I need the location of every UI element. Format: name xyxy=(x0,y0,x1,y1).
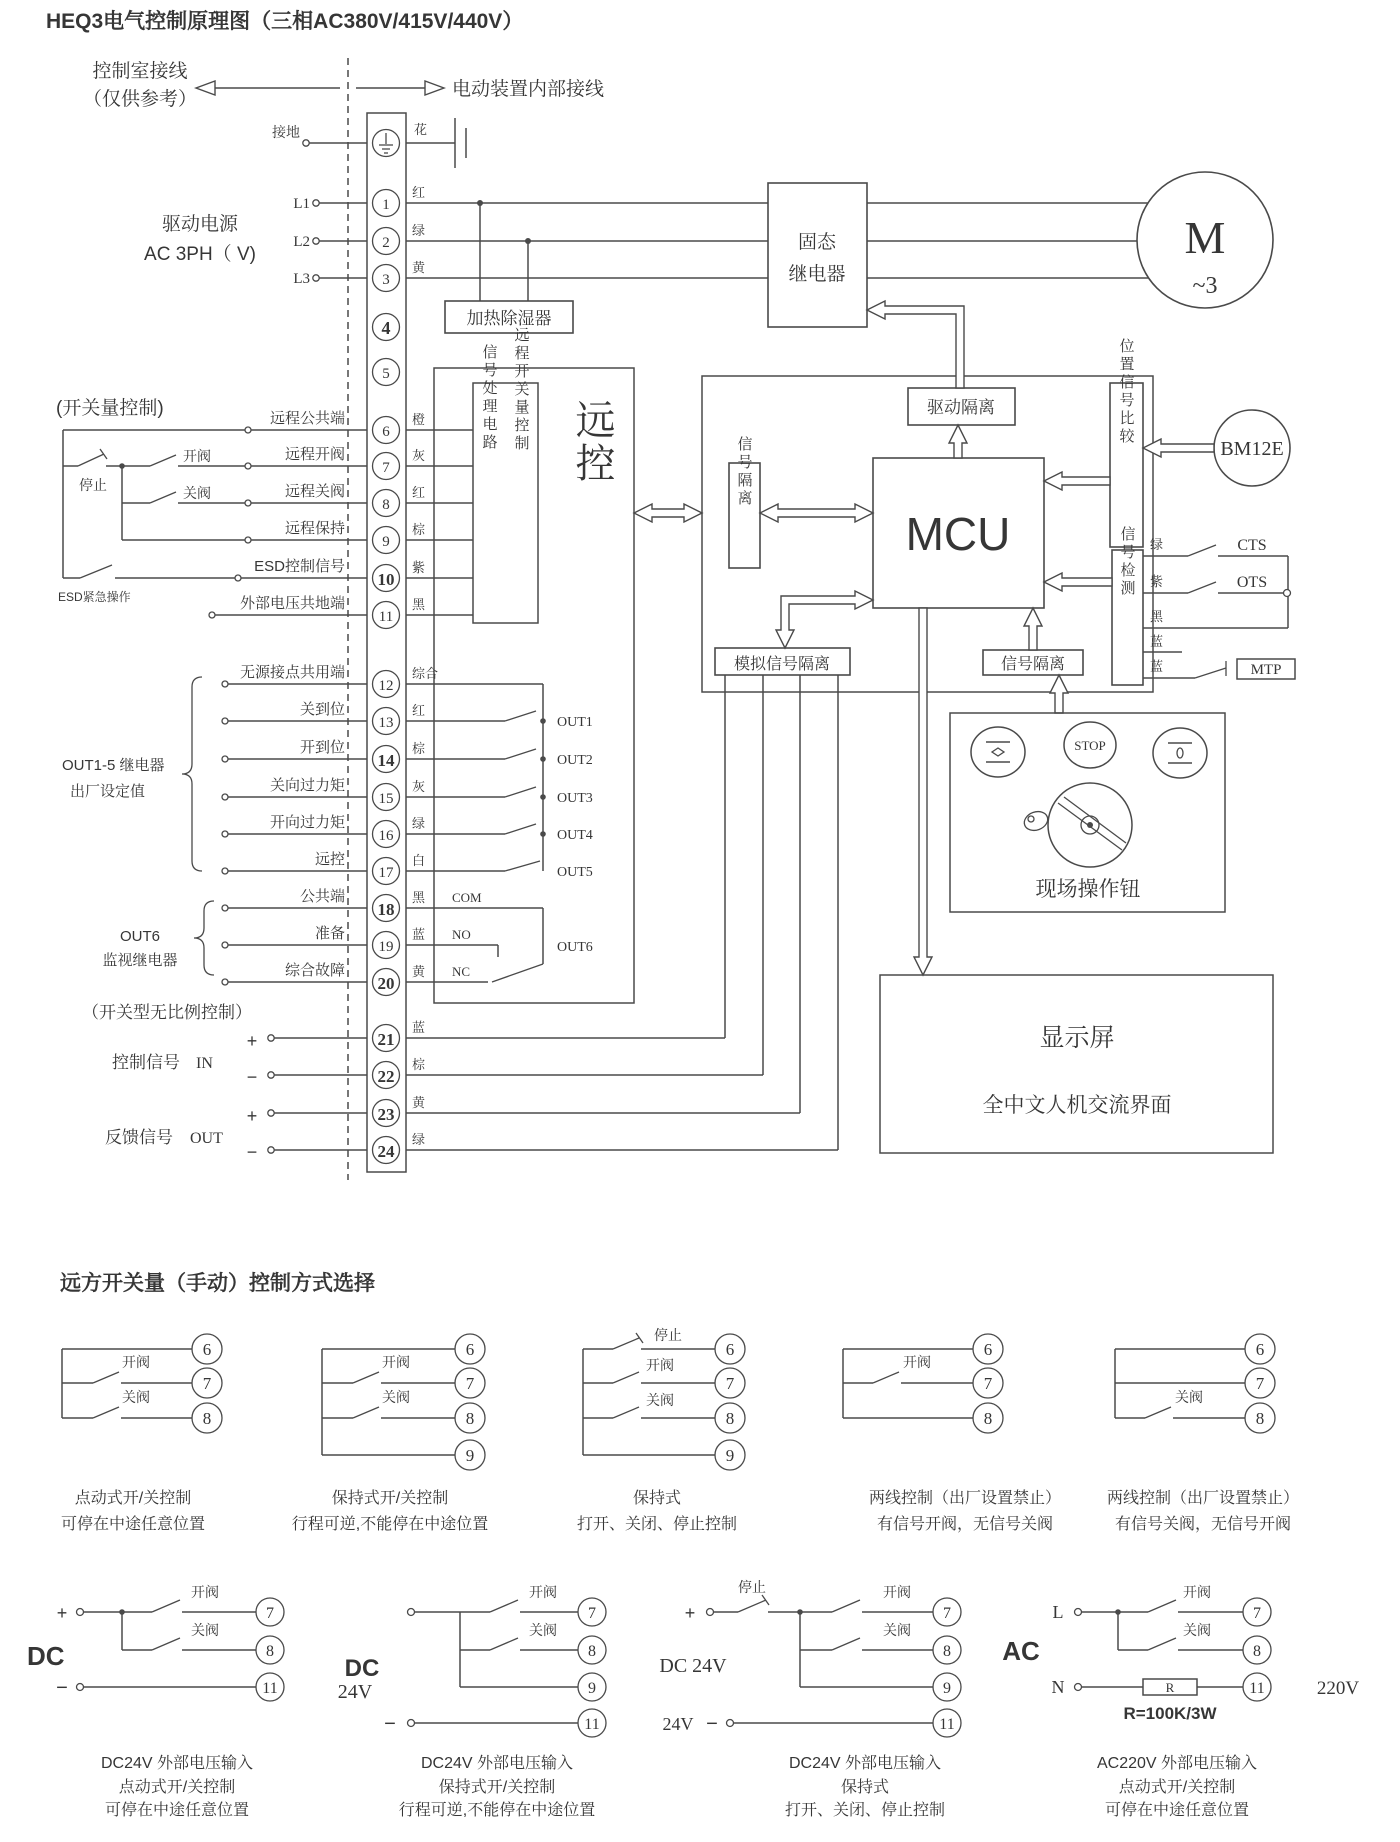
in-minus: − xyxy=(246,1067,258,1087)
svg-text:7: 7 xyxy=(1255,1374,1265,1393)
svg-text:6: 6 xyxy=(382,424,390,440)
svg-text:220V: 220V xyxy=(1316,1678,1360,1699)
sel-circuit-9 xyxy=(1002,1584,1359,1819)
pos-cmp-label: 位置信号比较 xyxy=(1117,338,1135,446)
ground-label: 接地 xyxy=(272,124,300,140)
stop-switch-label: 停止 xyxy=(79,477,107,493)
svg-text:关阀: 关阀 xyxy=(883,1622,911,1638)
svg-text:6: 6 xyxy=(1255,1340,1265,1359)
ctrl-signal-label: 控制信号 xyxy=(112,1053,180,1072)
remote-switch-ctl-label: 远程开关量控制 xyxy=(512,327,530,453)
svg-text:8: 8 xyxy=(725,1409,735,1428)
svg-text:STOP: STOP xyxy=(1074,738,1106,753)
svg-text:蓝: 蓝 xyxy=(1150,659,1164,674)
close-button-icon xyxy=(1153,728,1207,778)
drive-iso-label: 驱动隔离 xyxy=(927,398,995,417)
l1-label: L1 xyxy=(293,196,310,212)
svg-text:OUT6: OUT6 xyxy=(557,940,593,955)
svg-text:有信号开阀，无信号关阀: 有信号开阀，无信号关阀 xyxy=(876,1516,1054,1533)
svg-text:开阀: 开阀 xyxy=(883,1584,911,1600)
svg-text:12: 12 xyxy=(378,678,394,694)
svg-text:7: 7 xyxy=(202,1374,212,1393)
svg-text:黑: 黑 xyxy=(412,597,426,612)
page-title: HEQ3电气控制原理图（三相AC380V/415V/440V） xyxy=(46,10,524,33)
limit-switch-wires xyxy=(1143,545,1295,679)
svg-text:3: 3 xyxy=(382,272,390,288)
svg-text:开到位: 开到位 xyxy=(299,739,345,756)
ctrl-in-label: IN xyxy=(196,1055,213,1072)
svg-text:行程可逆,不能停在中途位置: 行程可逆,不能停在中途位置 xyxy=(291,1516,489,1533)
sigiso-mcu-arrow-icon xyxy=(760,504,873,522)
svg-text:6: 6 xyxy=(983,1340,993,1359)
svg-text:开阀: 开阀 xyxy=(903,1354,931,1370)
svg-text:绿: 绿 xyxy=(412,223,426,238)
svg-text:可停在中途任意位置: 可停在中途任意位置 xyxy=(1104,1802,1250,1819)
svg-text:远程关阀: 远程关阀 xyxy=(284,483,345,500)
svg-text:DC24V 外部电压输入: DC24V 外部电压输入 xyxy=(788,1755,942,1772)
svg-text:ESD控制信号: ESD控制信号 xyxy=(254,558,345,575)
svg-text:L: L xyxy=(1052,1602,1064,1622)
svg-text:白: 白 xyxy=(412,853,426,868)
svg-text:+: + xyxy=(56,1603,68,1623)
svg-text:AC220V 外部电压输入: AC220V 外部电压输入 xyxy=(1096,1755,1258,1772)
out-labels xyxy=(557,715,593,955)
legend-left-arrow-icon xyxy=(196,81,215,95)
svg-text:DC: DC xyxy=(27,1641,65,1671)
out15-label-2: 出厂设定值 xyxy=(70,783,146,800)
svg-text:蓝: 蓝 xyxy=(412,927,426,942)
relay-output-wires xyxy=(222,681,367,985)
sel-circuit-5 xyxy=(1107,1334,1299,1533)
svg-text:2: 2 xyxy=(382,235,390,251)
svg-text:棕: 棕 xyxy=(412,741,426,756)
out-minus: − xyxy=(246,1142,258,1162)
svg-text:关阀: 关阀 xyxy=(1183,1622,1211,1638)
svg-text:棕: 棕 xyxy=(412,522,426,537)
svg-text:开阀: 开阀 xyxy=(646,1357,674,1373)
svg-text:AC: AC xyxy=(1002,1636,1040,1666)
fb-signal-label: 反馈信号 xyxy=(105,1128,173,1147)
l2-label: L2 xyxy=(293,234,310,250)
poscmp-mcu-arrow-icon xyxy=(1044,472,1110,490)
signal-processing-label: 信号处理电路 xyxy=(480,344,498,452)
svg-text:16: 16 xyxy=(378,828,394,844)
svg-text:22: 22 xyxy=(377,1067,395,1086)
key-icon xyxy=(1022,808,1051,833)
svg-text:关到位: 关到位 xyxy=(299,701,345,718)
heater-label: 加热除湿器 xyxy=(466,309,552,328)
bm12e-label: BM12E xyxy=(1220,438,1284,460)
svg-text:黄: 黄 xyxy=(412,260,426,275)
svg-text:开阀: 开阀 xyxy=(191,1584,219,1600)
svg-text:开向过力矩: 开向过力矩 xyxy=(269,814,345,831)
sel-circuit-8 xyxy=(659,1579,961,1819)
svg-text:关阀: 关阀 xyxy=(191,1622,219,1638)
svg-text:1: 1 xyxy=(382,197,390,213)
svg-text:点动式开/关控制: 点动式开/关控制 xyxy=(118,1779,236,1796)
selector-knob xyxy=(1048,783,1132,867)
svg-text:4: 4 xyxy=(381,318,391,338)
svg-text:停止: 停止 xyxy=(654,1327,682,1343)
svg-text:开阀: 开阀 xyxy=(529,1584,557,1600)
sig-det-label: 信号检测 xyxy=(1118,526,1136,598)
svg-text:绿: 绿 xyxy=(412,816,426,831)
open-button-icon xyxy=(971,727,1025,777)
svg-text:DC 24V: DC 24V xyxy=(659,1655,727,1677)
limit-wire-colors xyxy=(1150,537,1164,674)
ssr-label-2: 继电器 xyxy=(788,264,846,285)
svg-text:7: 7 xyxy=(943,1605,951,1622)
legend-room-1: 控制室接线 xyxy=(92,61,188,82)
out15-brace xyxy=(182,677,202,871)
svg-text:紫: 紫 xyxy=(1150,574,1164,589)
prop-control-label: （开关型无比例控制） xyxy=(82,1003,252,1022)
close-switch-label: 关阀 xyxy=(183,485,211,501)
svg-text:R: R xyxy=(1165,1680,1175,1695)
sel-circuit-4 xyxy=(843,1334,1061,1533)
svg-text:14: 14 xyxy=(377,751,395,770)
out15-label-1: OUT1-5 继电器 xyxy=(62,757,165,774)
svg-text:8: 8 xyxy=(1253,1643,1261,1660)
svg-text:−: − xyxy=(706,1713,718,1735)
out6-brace xyxy=(194,901,214,975)
motor-phase: ~3 xyxy=(1192,273,1218,299)
svg-text:6: 6 xyxy=(725,1340,735,1359)
svg-text:7: 7 xyxy=(588,1605,596,1622)
selection-heading: 远方开关量（手动）控制方式选择 xyxy=(60,1272,375,1295)
drive-power-label-2: AC 3PH（ V) xyxy=(144,244,256,265)
esd-switch-label: ESD紧急操作 xyxy=(58,590,131,604)
svg-text:橙: 橙 xyxy=(412,412,426,427)
driveiso-ssr-arrow-icon xyxy=(867,301,964,388)
wire-color-labels xyxy=(412,122,482,1147)
svg-text:6: 6 xyxy=(202,1340,212,1359)
svg-text:8: 8 xyxy=(382,497,390,513)
svg-text:8: 8 xyxy=(202,1409,212,1428)
svg-text:9: 9 xyxy=(725,1446,735,1465)
svg-text:保持式开/关控制: 保持式开/关控制 xyxy=(438,1779,556,1796)
sel-circuit-7 xyxy=(338,1584,606,1819)
analog-wires xyxy=(268,675,838,1153)
svg-text:24V: 24V xyxy=(337,1681,373,1703)
sel-circuit-2 xyxy=(292,1334,488,1533)
svg-text:关阀: 关阀 xyxy=(382,1389,410,1405)
svg-text:蓝: 蓝 xyxy=(1150,634,1164,649)
svg-text:DC24V 外部电压输入: DC24V 外部电压输入 xyxy=(100,1755,254,1772)
svg-text:9: 9 xyxy=(588,1680,596,1697)
svg-text:花: 花 xyxy=(414,122,428,137)
sigisoh-mcu-arrow-icon xyxy=(1024,608,1042,650)
fb-out-label: OUT xyxy=(190,1130,223,1147)
svg-text:13: 13 xyxy=(378,715,394,731)
svg-text:8: 8 xyxy=(465,1409,475,1428)
sigdet-mcu-arrow-icon xyxy=(1044,573,1112,591)
ssr-box xyxy=(768,183,867,327)
svg-text:红: 红 xyxy=(412,703,426,718)
svg-text:有信号关阀，无信号开阀: 有信号关阀，无信号开阀 xyxy=(1114,1516,1292,1533)
svg-text:关阀: 关阀 xyxy=(646,1392,674,1408)
svg-text:9: 9 xyxy=(382,534,390,550)
svg-text:点动式开/关控制: 点动式开/关控制 xyxy=(74,1490,192,1507)
mtp-label: MTP xyxy=(1250,662,1282,678)
svg-text:两线控制（出厂设置禁止）: 两线控制（出厂设置禁止） xyxy=(1106,1490,1300,1507)
local-panel-label: 现场操作钮 xyxy=(1035,878,1141,901)
svg-text:红: 红 xyxy=(412,185,426,200)
out6-label-2: 监视继电器 xyxy=(102,952,178,969)
svg-text:停止: 停止 xyxy=(738,1579,766,1595)
svg-text:打开、关闭、停止控制: 打开、关闭、停止控制 xyxy=(784,1802,946,1819)
sig-iso-h-label: 信号隔离 xyxy=(1000,656,1066,673)
svg-text:8: 8 xyxy=(588,1643,596,1660)
sel-circuit-1 xyxy=(61,1334,222,1533)
svg-text:可停在中途任意位置: 可停在中途任意位置 xyxy=(104,1802,250,1819)
svg-text:黑: 黑 xyxy=(412,890,426,905)
terminals xyxy=(373,130,400,1164)
display-sub: 全中文人机交流界面 xyxy=(982,1094,1172,1117)
svg-text:OUT3: OUT3 xyxy=(557,791,593,806)
svg-text:紫: 紫 xyxy=(412,560,426,575)
svg-text:10: 10 xyxy=(377,570,395,589)
svg-text:可停在中途任意位置: 可停在中途任意位置 xyxy=(60,1516,206,1533)
svg-text:8: 8 xyxy=(266,1643,274,1660)
svg-text:OUT5: OUT5 xyxy=(557,865,593,880)
legend-internal: 电动装置内部接线 xyxy=(452,79,605,100)
svg-text:关阀: 关阀 xyxy=(122,1389,150,1405)
svg-text:保持式开/关控制: 保持式开/关控制 xyxy=(331,1490,449,1507)
svg-text:OUT2: OUT2 xyxy=(557,753,593,768)
svg-text:24V: 24V xyxy=(662,1714,694,1734)
out6-label-1: OUT6 xyxy=(119,928,161,945)
sig-iso-v-label: 信号隔离 xyxy=(735,436,753,508)
svg-text:7: 7 xyxy=(382,460,390,476)
sel-circuit-3 xyxy=(577,1327,745,1533)
legend-room-2: （仅供参考） xyxy=(82,89,198,110)
svg-text:8: 8 xyxy=(943,1643,951,1660)
svg-text:黑: 黑 xyxy=(1150,609,1164,624)
svg-text:黄: 黄 xyxy=(412,1095,426,1110)
svg-text:5: 5 xyxy=(382,366,390,382)
phase-inputs xyxy=(313,200,367,281)
svg-text:18: 18 xyxy=(377,900,395,919)
svg-text:11: 11 xyxy=(1249,1680,1265,1697)
svg-text:7: 7 xyxy=(983,1374,993,1393)
svg-text:R=100K/3W: R=100K/3W xyxy=(1123,1704,1217,1723)
svg-text:远程公共端: 远程公共端 xyxy=(269,410,345,427)
svg-text:−: − xyxy=(56,1677,68,1699)
switch-group-label: (开关量控制) xyxy=(56,398,164,419)
svg-text:关阀: 关阀 xyxy=(1175,1389,1203,1405)
svg-text:关向过力矩: 关向过力矩 xyxy=(269,777,345,794)
svg-text:11: 11 xyxy=(262,1680,278,1697)
svg-text:行程可逆,不能停在中途位置: 行程可逆,不能停在中途位置 xyxy=(398,1802,596,1819)
analog-iso-label: 模拟信号隔离 xyxy=(733,656,831,673)
svg-text:保持式: 保持式 xyxy=(840,1779,890,1796)
stop-button xyxy=(1064,722,1116,768)
svg-text:两线控制（出厂设置禁止）: 两线控制（出厂设置禁止） xyxy=(868,1490,1062,1507)
svg-text:NC: NC xyxy=(452,964,471,979)
drive-power-label-1: 驱动电源 xyxy=(161,214,239,235)
svg-text:24: 24 xyxy=(377,1142,395,1161)
motor-label: M xyxy=(1184,212,1226,263)
display-box xyxy=(880,975,1273,1153)
svg-text:8: 8 xyxy=(1255,1409,1265,1428)
l3-label: L3 xyxy=(293,271,310,287)
svg-text:黄: 黄 xyxy=(412,964,426,979)
svg-text:9: 9 xyxy=(943,1680,951,1697)
svg-text:绿: 绿 xyxy=(1150,537,1164,552)
svg-text:远程开阀: 远程开阀 xyxy=(284,446,345,463)
mcu-analogiso-arrow-icon xyxy=(776,591,873,648)
svg-text:15: 15 xyxy=(378,791,394,807)
svg-text:关阀: 关阀 xyxy=(529,1622,557,1638)
svg-text:+: + xyxy=(684,1603,696,1623)
svg-text:23: 23 xyxy=(377,1105,395,1124)
svg-text:红: 红 xyxy=(412,485,426,500)
terminal-function-labels xyxy=(240,410,345,979)
legend-right-arrow-icon xyxy=(425,81,444,95)
svg-text:20: 20 xyxy=(377,974,395,993)
svg-text:7: 7 xyxy=(1253,1605,1261,1622)
svg-text:6: 6 xyxy=(465,1340,475,1359)
mcu-display-arrow-icon xyxy=(914,608,932,975)
cts-label: CTS xyxy=(1237,537,1267,554)
svg-text:11: 11 xyxy=(939,1716,955,1733)
ssr-label-1: 固态 xyxy=(797,232,837,253)
display-title: 显示屏 xyxy=(1039,1024,1115,1052)
svg-text:远控: 远控 xyxy=(314,851,345,868)
mcu-driveiso-arrow-icon xyxy=(949,425,967,458)
svg-text:点动式开/关控制: 点动式开/关控制 xyxy=(1118,1779,1236,1796)
svg-text:NO: NO xyxy=(452,927,471,942)
svg-text:DC24V 外部电压输入: DC24V 外部电压输入 xyxy=(420,1755,574,1772)
svg-text:开阀: 开阀 xyxy=(382,1354,410,1370)
mcu-label: MCU xyxy=(905,508,1011,560)
svg-text:打开、关闭、停止控制: 打开、关闭、停止控制 xyxy=(576,1516,738,1533)
svg-text:绿: 绿 xyxy=(412,1132,426,1147)
svg-text:17: 17 xyxy=(378,865,394,881)
out-plus: + xyxy=(246,1106,258,1126)
svg-text:DC: DC xyxy=(344,1655,380,1682)
svg-text:开阀: 开阀 xyxy=(122,1354,150,1370)
svg-text:21: 21 xyxy=(377,1030,395,1049)
ots-label: OTS xyxy=(1236,574,1268,591)
sel-circuit-6 xyxy=(27,1584,284,1819)
svg-text:−: − xyxy=(384,1713,396,1735)
svg-text:灰: 灰 xyxy=(412,779,426,794)
open-switch-label: 开阀 xyxy=(183,448,211,464)
svg-text:OUT4: OUT4 xyxy=(557,828,593,843)
in-plus: + xyxy=(246,1031,258,1051)
svg-text:蓝: 蓝 xyxy=(412,1020,426,1035)
svg-text:19: 19 xyxy=(378,939,394,955)
svg-text:灰: 灰 xyxy=(412,448,426,463)
remote-big-label: 远控 xyxy=(570,399,614,485)
svg-text:公共端: 公共端 xyxy=(299,888,345,905)
svg-text:远程保持: 远程保持 xyxy=(284,520,345,537)
svg-text:7: 7 xyxy=(266,1605,274,1622)
svg-text:开阀: 开阀 xyxy=(1183,1584,1211,1600)
svg-text:棕: 棕 xyxy=(412,1057,426,1072)
svg-text:11: 11 xyxy=(584,1716,600,1733)
svg-text:综合故障: 综合故障 xyxy=(284,962,345,979)
svg-text:8: 8 xyxy=(983,1409,993,1428)
panel-sigiso-arrow-icon xyxy=(1050,675,1068,713)
svg-text:OUT1: OUT1 xyxy=(557,715,593,730)
out-contacts xyxy=(406,684,546,982)
svg-text:COM: COM xyxy=(452,890,482,905)
svg-text:外部电压共地端: 外部电压共地端 xyxy=(239,595,345,612)
svg-text:7: 7 xyxy=(725,1374,735,1393)
svg-text:11: 11 xyxy=(378,609,394,625)
svg-text:综合: 综合 xyxy=(412,666,439,681)
svg-text:无源接点共用端: 无源接点共用端 xyxy=(239,664,345,681)
svg-text:N: N xyxy=(1051,1677,1065,1697)
remote-mcu-arrow-icon xyxy=(634,504,702,522)
svg-text:保持式: 保持式 xyxy=(632,1490,682,1507)
svg-text:准备: 准备 xyxy=(314,925,345,942)
svg-text:9: 9 xyxy=(465,1446,475,1465)
svg-text:7: 7 xyxy=(465,1374,475,1393)
